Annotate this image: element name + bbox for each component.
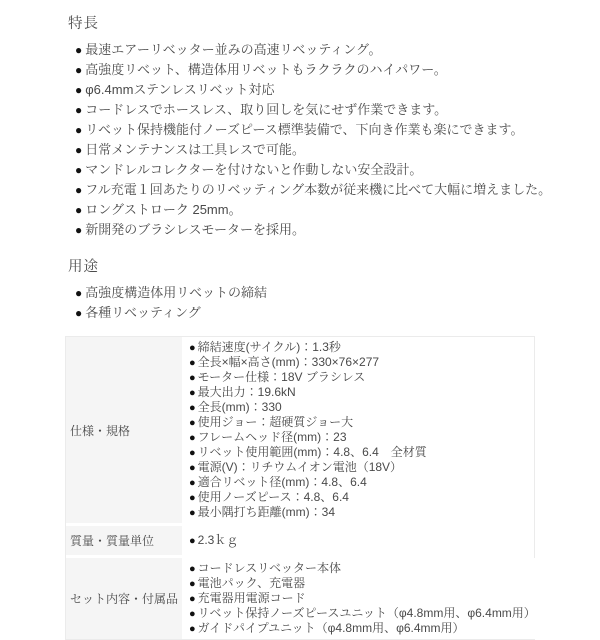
list-item [75,303,570,323]
bullet-icon: ● [75,83,83,97]
feature-text: リベット保持機能付ノーズピース標準装備で、下向き作業も楽にできます。 [85,122,524,137]
spec-text: リベット使用範囲(mm)：4.8、6.4 全材質 [197,445,427,459]
spec-text: 電源(V)：リチウムイオン電池（18V） [197,460,403,474]
spec-line [189,533,530,548]
spec-text: フレームヘッド径(mm)：23 [197,430,347,444]
bullet-icon: ● [189,578,196,590]
bullet-icon: ● [189,417,196,429]
row-value [182,558,540,639]
spec-text: 全長×幅×高さ(mm)：330×76×277 [197,355,380,369]
spec-text: コードレスリベッター本体 [197,561,342,575]
bullet-icon: ● [189,357,196,369]
spec-line [189,606,536,621]
row-value [182,337,534,523]
bullet-icon: ● [75,143,83,157]
spec-text: 全長(mm)：330 [197,400,282,414]
bullet-icon: ● [75,203,83,217]
spec-line [189,475,530,490]
bullet-icon: ● [189,563,196,575]
spec-line [189,340,530,355]
feature-text: 最速エアーリベッター並みの高速リベッティング。 [85,42,382,57]
spec-line [189,591,536,606]
feature-text: フル充電１回あたりのリベッティング本数が従来機に比べて大幅に増えました。 [85,182,552,197]
spec-line [189,561,536,576]
bullet-icon: ● [189,372,196,384]
list-item [75,220,570,240]
feature-text: 日常メンテナンスは工具レスで可能。 [85,142,305,157]
spec-line [189,505,530,520]
list-item [75,100,570,120]
list-item [75,160,570,180]
bullet-icon: ● [75,286,83,300]
bullet-icon: ● [75,163,83,177]
list-item [75,283,570,303]
spec-text: ガイドパイプユニット（φ4.8mm用、φ6.4mm用） [197,621,465,635]
spec-line [189,355,530,370]
bullet-icon: ● [75,103,83,117]
list-item [75,80,570,100]
spec-table [65,336,535,640]
bullet-icon: ● [75,123,83,137]
bullet-icon: ● [189,447,196,459]
list-item [75,120,570,140]
spec-text: 2.3ｋｇ [197,533,239,547]
row-label: セット内容・付属品 [66,558,182,639]
spec-line [189,400,530,415]
table-row [66,337,534,523]
feature-text: 高強度リベット、構造体用リベットもラクラクのハイパワー。 [85,62,447,77]
spec-line [189,445,530,460]
uses-heading: 用途 [68,259,99,275]
spec-line [189,621,536,636]
spec-text: 使用ジョー：超硬質ジョー大 [197,415,354,429]
features-heading: 特長 [68,16,99,32]
spec-text: 最小隅打ち距離(mm)：34 [197,505,335,519]
spec-text: 最大出力：19.6kN [197,385,296,399]
list-item [75,60,570,80]
bullet-icon: ● [189,342,196,354]
bullet-icon: ● [189,432,196,444]
spec-text: 電池パック、充電器 [197,576,306,590]
spec-line [189,490,530,505]
feature-text: 新開発のブラシレスモーターを採用。 [85,222,306,237]
spec-text: モーター仕様：18V ブラシレス [197,370,366,384]
bullet-icon: ● [75,43,83,57]
table-row [66,558,534,639]
spec-text: 充電器用電源コード [197,591,306,605]
feature-text: ロングストローク 25mm。 [85,202,242,217]
bullet-icon: ● [189,593,196,605]
bullet-icon: ● [75,223,83,237]
row-label: 質量・質量単位 [66,526,182,555]
spec-text: 適合リベット径(mm)：4.8、6.4 [197,475,367,489]
bullet-icon: ● [189,507,196,519]
features-list [75,40,570,240]
list-item [75,140,570,160]
list-item [75,180,570,200]
spec-line [189,415,530,430]
feature-text: コードレスでホースレス、取り回しを気にせず作業できます。 [85,102,448,117]
row-label: 仕様・規格 [66,337,182,523]
list-item [75,40,570,60]
spec-line [189,385,530,400]
bullet-icon: ● [189,608,196,620]
bullet-icon: ● [189,477,196,489]
use-text: 各種リベッティング [85,305,201,320]
spec-line [189,370,530,385]
spec-line [189,460,530,475]
list-item [75,200,570,220]
bullet-icon: ● [189,462,196,474]
bullet-icon: ● [189,387,196,399]
bullet-icon: ● [75,306,83,320]
bullet-icon: ● [189,623,196,635]
feature-text: φ6.4mmステンレスリベット対応 [85,82,275,97]
spec-line [189,430,530,445]
bullet-icon: ● [189,402,196,414]
bullet-icon: ● [189,535,196,547]
feature-text: マンドレルコレクターを付けないと作動しない安全設計。 [85,162,423,177]
table-row [66,526,534,555]
bullet-icon: ● [75,63,83,77]
spec-line [189,576,536,591]
row-value [182,526,534,555]
spec-text: 使用ノーズピース：4.8、6.4 [197,490,349,504]
spec-text: リベット保持ノーズピースユニット（φ4.8mm用、φ6.4mm用） [197,606,536,620]
uses-list [75,283,570,323]
use-text: 高強度構造体用リベットの締結 [85,285,267,300]
spec-text: 締結速度(サイクル)：1.3秒 [197,340,341,354]
bullet-icon: ● [75,183,83,197]
bullet-icon: ● [189,492,196,504]
